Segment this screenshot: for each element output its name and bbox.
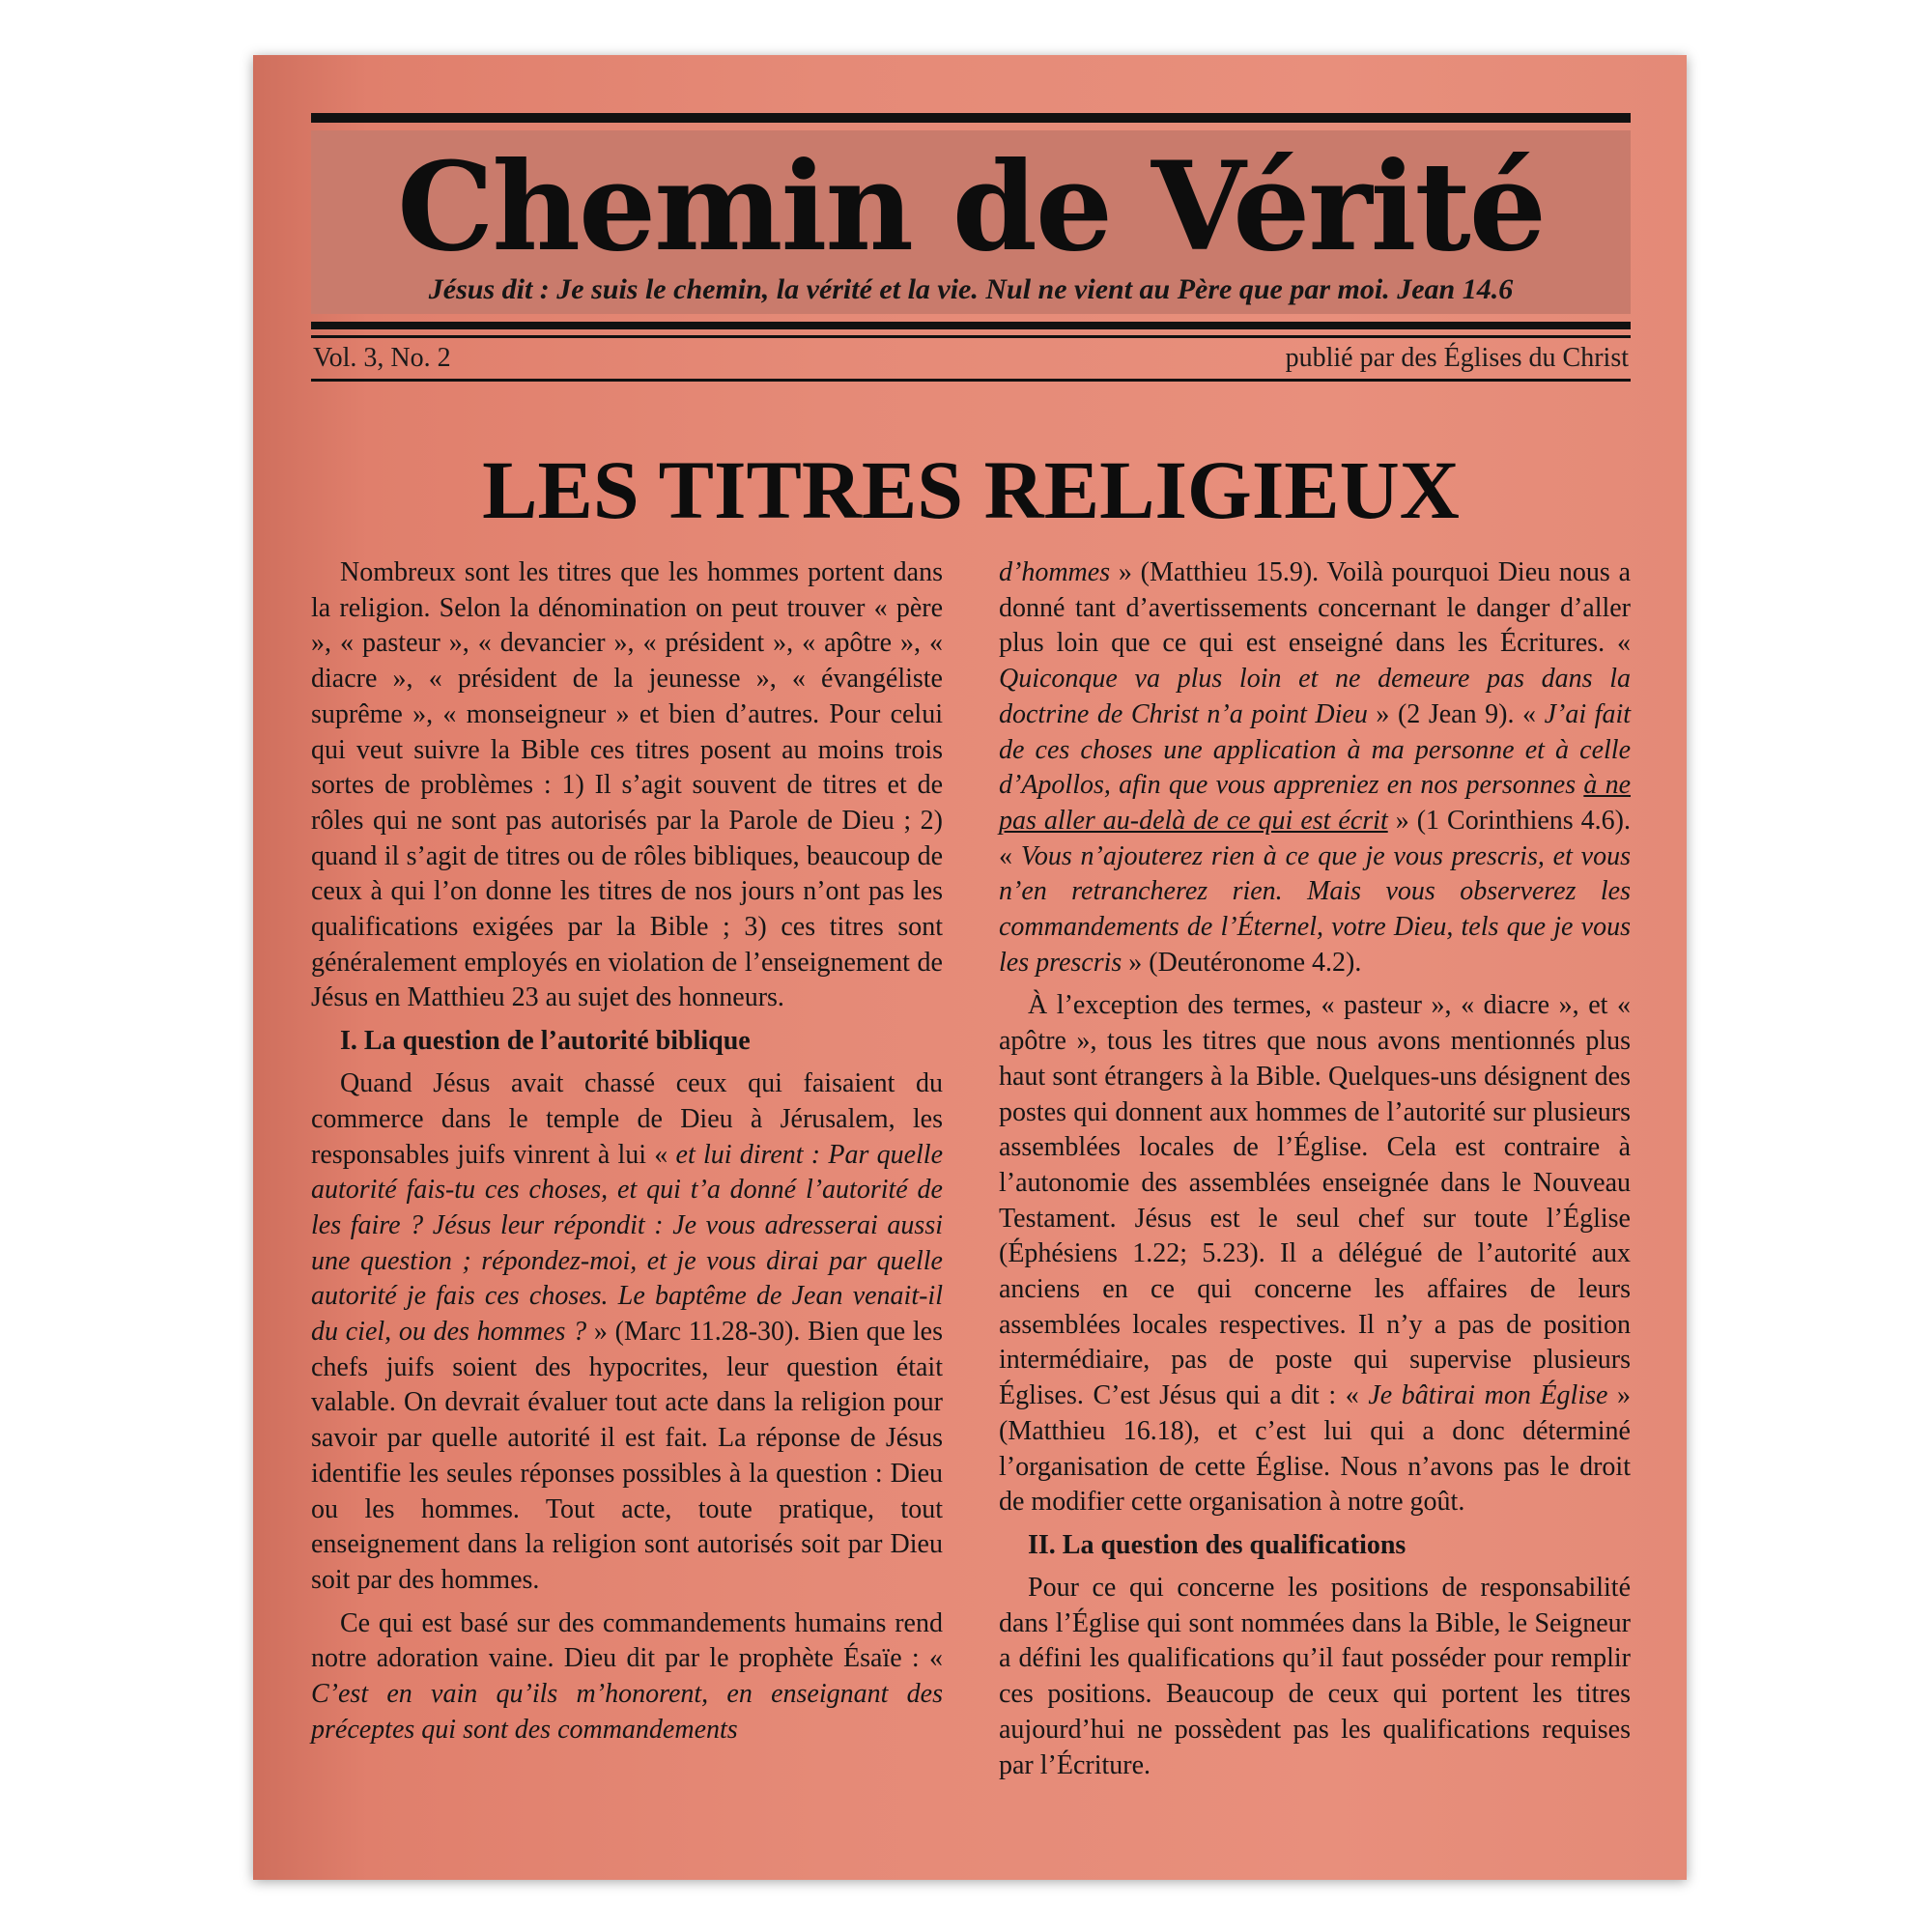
issue-info-line bbox=[311, 338, 1631, 379]
volume-number: Vol. 3, No. 2 bbox=[313, 343, 451, 373]
section-heading: I. La question de l’autorité biblique bbox=[340, 1026, 751, 1057]
masthead bbox=[311, 113, 1631, 382]
paragraph: Ce qui est basé sur des commandements humains rend notre adoration vaine. Dieu dit par le prophète Ésaïe : « C’est en vain qu’ils m’honorent, en enseignant des préceptes qui sont des commandements bbox=[311, 1607, 943, 1745]
banner-rule bbox=[311, 322, 1631, 329]
paragraph: Quand Jésus avait chassé ceux qui faisaient du commerce dans le temple de Dieu à Jérusalem, les responsables juifs vinrent à lui « et lui dirent : Par quelle autorité fais-tu ces choses, et qui t’a donné l’autorité de les faire ? Jésus leur répondit : Je vous adresserai aussi une question ; répondez-moi, et je vous dirai par quelle autorité je fais ces choses. Le baptême de Jean venait-il du ciel, ou des hommes ? » (Marc 11.28-30). Bien que les chefs juifs soient des hypocrites, leur question était valable. On devrait évaluer tout acte dans la religion pour savoir par quelle autorité il est fait. La réponse de Jésus identifie les seules réponses possibles à la question : Dieu ou les hommes. Tout acte, toute pratique, tout enseignement dans la religion sont autorisés soit par Dieu soit par des hommes. bbox=[311, 1068, 943, 1595]
masthead-banner bbox=[311, 130, 1631, 314]
paragraph: Pour ce qui concerne les positions de responsabilité dans l’Église qui sont nommées dans la Bible, le Seigneur a défini les qualifications qu’il faut posséder pour remplir ces positions. Beaucoup de ceux qui portent les titres aujourd’hui ne possèdent pas les qualifications requises par l’Écriture. bbox=[999, 1572, 1631, 1780]
newsletter-motto: Jésus dit : Je suis le chemin, la vérité et la vie. Nul ne vient au Père que par moi. Jean 14.6 bbox=[428, 273, 1514, 305]
newsletter-page bbox=[253, 55, 1687, 1880]
top-rule bbox=[311, 113, 1631, 123]
article-headline: LES TITRES RELIGIEUX bbox=[482, 443, 1460, 536]
publisher-line: publié par des Églises du Christ bbox=[1285, 343, 1629, 373]
article-body bbox=[311, 555, 1631, 1850]
paragraph: À l’exception des termes, « pasteur », « diacre », et « apôtre », tous les titres que nous avons mentionnés plus haut sont étrangers à la Bible. Quelques-uns désignent des postes qui donnent aux hommes de l’autorité sur plusieurs assemblées locales de l’Église. Cela est contraire à l’autonomie des assemblées enseignée dans le Nouveau Testament. Jésus est le seul chef sur toute l’Église (Éphésiens 1.22; 5.23). Il a délégué de l’autorité aux anciens en ce qui concerne les affaires de leurs assemblées locales respectives. Il n’y a pas de position intermédiaire, pas de poste qui supervise plusieurs Églises. C’est Jésus qui a dit : « Je bâtirai mon Église » (Matthieu 16.18), et c’est lui qui a donc déterminé l’organisation de cette Église. Nous n’avons pas le droit de modifier cette organisation à notre goût. bbox=[999, 990, 1632, 1518]
section-heading: II. La question des qualifications bbox=[1028, 1529, 1406, 1560]
column-right bbox=[999, 555, 1631, 1850]
info-bottom-rule bbox=[311, 379, 1631, 382]
newsletter-title: Chemin de Vérité bbox=[397, 135, 1545, 278]
paragraph-continued: d’hommes » (Matthieu 15.9). Voilà pourquoi Dieu nous a donné tant d’avertissements concernant le danger d’aller plus loin que ce qui est enseigné dans les Écritures. « Quiconque va plus loin et ne demeure pas dans la doctrine de Christ n’a point Dieu » (2 Jean 9). « J’ai fait de ces choses une application à ma personne et à celle d’Apollos, afin que vous appreniez en nos personnes à ne pas aller au-delà de ce qui est écrit » (1 Corinthiens 4.6). « Vous n’ajouterez rien à ce que je vous prescris, et vous n’en retrancherez rien. Mais vous observerez les commandements de l’Éternel, votre Dieu, tels que je vous les prescris » (Deutéronome 4.2). bbox=[999, 557, 1632, 978]
column-left bbox=[311, 555, 943, 1850]
paragraph: Nombreux sont les titres que les hommes portent dans la religion. Selon la dénomination on peut trouver « père », « pasteur », « devancier », « président », « apôtre », « diacre », « président de la jeunesse », « évangéliste suprême », « monseigneur » et bien d’autres. Pour celui qui veut suivre la Bible ces titres posent au moins trois sortes de problèmes : 1) Il s’agit souvent de titres et de rôles qui ne sont pas autorisés par la Parole de Dieu ; 2) quand il s’agit de titres ou de rôles bibliques, beaucoup de ceux à qui l’on donne les titres de nos jours n’ont pas les qualifications exigées par la Bible ; 3) ces titres sont généralement employés en violation de l’enseignement de Jésus en Matthieu 23 au sujet des honneurs. bbox=[311, 557, 943, 1013]
